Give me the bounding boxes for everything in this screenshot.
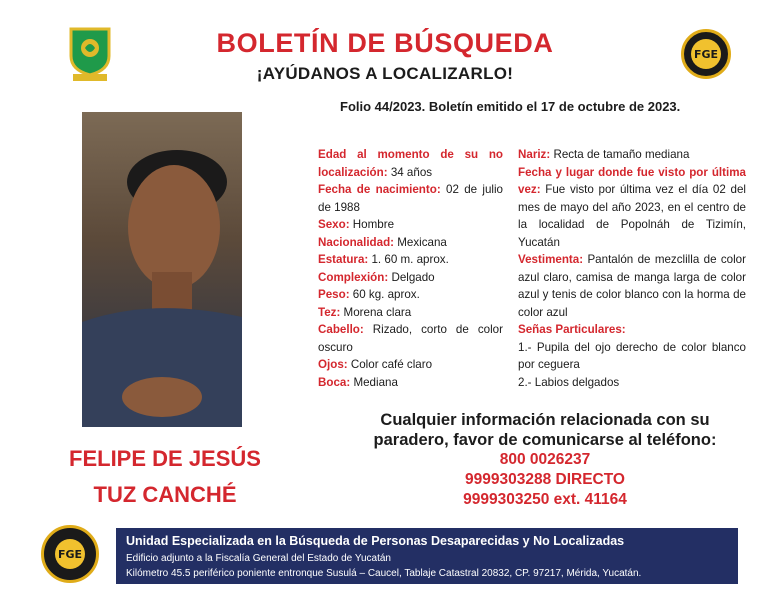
contact-line1: Cualquier información relacionada con su — [380, 411, 710, 429]
detail-sex: Sexo: Hombre — [318, 218, 395, 231]
detail-marks-heading: Señas Particulares: — [518, 323, 626, 336]
detail-eyes: Ojos: Color café claro — [318, 358, 433, 371]
detail-hair: Cabello: Rizado, corto de color oscuro — [318, 323, 503, 354]
details-right — [518, 146, 746, 391]
detail-mouth: Boca: Mediana — [318, 375, 398, 389]
phone-number: 9999303288 DIRECTO — [465, 471, 625, 488]
folio-text: Folio 44/2023. Boletín emitido el 17 de octubre de 2023. — [340, 99, 681, 114]
seal-text: FGE — [55, 539, 85, 569]
detail-age: Edad al momento de su no localización: 34 años — [318, 148, 503, 179]
phone-number: 800 0026237 — [499, 451, 591, 468]
detail-clothing: Vestimenta: Pantalón de mezclilla de color azul claro, camisa de manga larga de color azul y tenis de color blanco con la horma de color azul — [518, 253, 746, 319]
detail-nationality: Nacionalidad: Mexicana — [318, 235, 447, 249]
detail-last-seen: Fecha y lugar donde fue visto por última vez: Fue visto por última vez el día 02 del mes de mayo del año 2023, en el centro de la localidad de Popolnáh de Tizimín, Yucatán — [518, 165, 746, 249]
detail-mark-2: 2.- Labios delgados — [518, 375, 620, 389]
footer-unit-name: Unidad Especializada en la Búsqueda de Personas Desaparecidas y No Localizadas — [126, 534, 625, 548]
detail-build: Complexión: Delgado — [318, 270, 435, 284]
detail-skin: Tez: Morena clara — [318, 305, 412, 319]
phone-number: 9999303250 ext. 41164 — [463, 491, 627, 508]
person-name-line1: FELIPE DE JESÚS — [69, 446, 261, 471]
bulletin-subtitle: ¡AYÚDANOS A LOCALIZARLO! — [256, 64, 514, 83]
detail-nose: Nariz: Recta de tamaño mediana — [518, 148, 690, 161]
missing-person-photo — [82, 112, 242, 427]
footer-address: Kilómetro 45.5 periférico poniente entronque Susulá – Caucel, Tablaje Catastral 20832, CP. 97217, Mérida, Yucatán. — [126, 568, 642, 579]
contact-block — [350, 410, 740, 510]
detail-height: Estatura: 1. 60 m. aprox. — [318, 253, 449, 266]
contact-line2: paradero, favor de comunicarse al teléfono: — [373, 431, 717, 449]
detail-birthdate: Fecha de nacimiento: 02 de julio de 1988 — [318, 183, 504, 214]
details-left — [318, 146, 503, 391]
detail-mark-1: 1.- Pupila del ojo derecho de color blanco por ceguera — [518, 340, 746, 371]
detail-weight: Peso: 60 kg. aprox. — [318, 288, 420, 301]
yucatan-shield-logo — [68, 26, 112, 82]
person-name-line2: TUZ CANCHÉ — [93, 482, 237, 507]
footer-building: Edificio adjunto a la Fiscalía General del Estado de Yucatán — [126, 553, 391, 564]
seal-text: FGE — [691, 39, 721, 69]
bulletin-title: BOLETÍN DE BÚSQUEDA — [216, 28, 554, 58]
fge-seal-logo — [681, 29, 731, 79]
fge-bottom-seal-logo — [41, 525, 99, 583]
footer-banner — [116, 528, 738, 584]
